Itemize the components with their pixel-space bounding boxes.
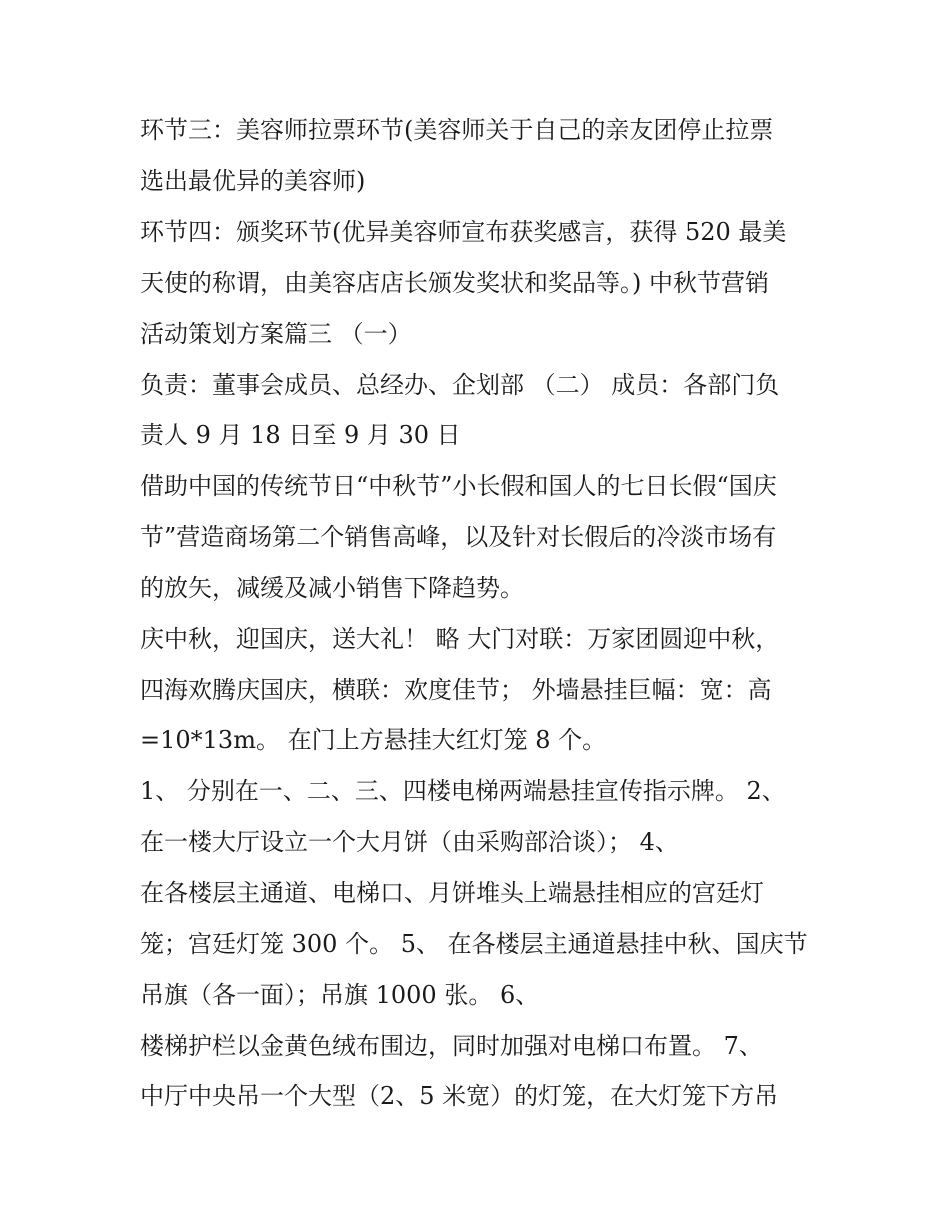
text-line: 的放矢，减缓及减小销售下降趋势。 xyxy=(140,574,524,602)
text-line: =10*13m。 在门上方悬挂大红灯笼 8 个。 xyxy=(140,726,607,754)
text-line: 楼梯护栏以金黄色绒布围边，同时加强对电梯口布置。 7、 xyxy=(140,1032,763,1060)
text-line: 节”营造商场第二个销售高峰，以及针对长假后的冷淡市场有 xyxy=(140,523,777,551)
text-line: 1、 分别在一、二、三、四楼电梯两端悬挂宣传指示牌。 2、 xyxy=(140,777,786,805)
text-line: 活动策划方案篇三 （一） xyxy=(140,320,412,348)
text-line: 在各楼层主通道、电梯口、月饼堆头上端悬挂相应的宫廷灯 xyxy=(140,879,764,907)
text-line: 责人 9 月 18 日至 9 月 30 日 xyxy=(140,421,461,449)
text-line: 环节三：美容师拉票环节(美容师关于自己的亲友团停止拉票 xyxy=(140,116,774,144)
text-line: 负责：董事会成员、总经办、企划部 （二） 成员：各部门负 xyxy=(140,371,780,399)
text-line: 四海欢腾庆国庆，横联：欢度佳节； 外墙悬挂巨幅：宽：高 xyxy=(140,676,772,704)
text-line: 中厅中央吊一个大型（2、5 米宽）的灯笼，在大灯笼下方吊 xyxy=(140,1082,779,1110)
text-line: 庆中秋，迎国庆，送大礼！ 略 大门对联：万家团圆迎中秋， xyxy=(140,625,780,653)
text-line: 在一楼大厅设立一个大月饼（由采购部洽谈）； 4、 xyxy=(140,828,679,856)
text-line: 吊旗（各一面）；吊旗 1000 张。 6、 xyxy=(140,981,540,1009)
text-line: 笼；宫廷灯笼 300 个。 5、 在各楼层主通道悬挂中秋、国庆节 xyxy=(140,930,808,958)
text-line: 选出最优异的美容师) xyxy=(140,167,366,195)
text-line: 天使的称谓，由美容店店长颁发奖状和奖品等。) 中秋节营销 xyxy=(140,269,769,297)
text-line: 借助中国的传统节日“中秋节”小长假和国人的七日长假“国庆 xyxy=(140,472,777,500)
text-line: 环节四：颁奖环节(优异美容师宣布获奖感言，获得 520 最美 xyxy=(140,218,787,246)
